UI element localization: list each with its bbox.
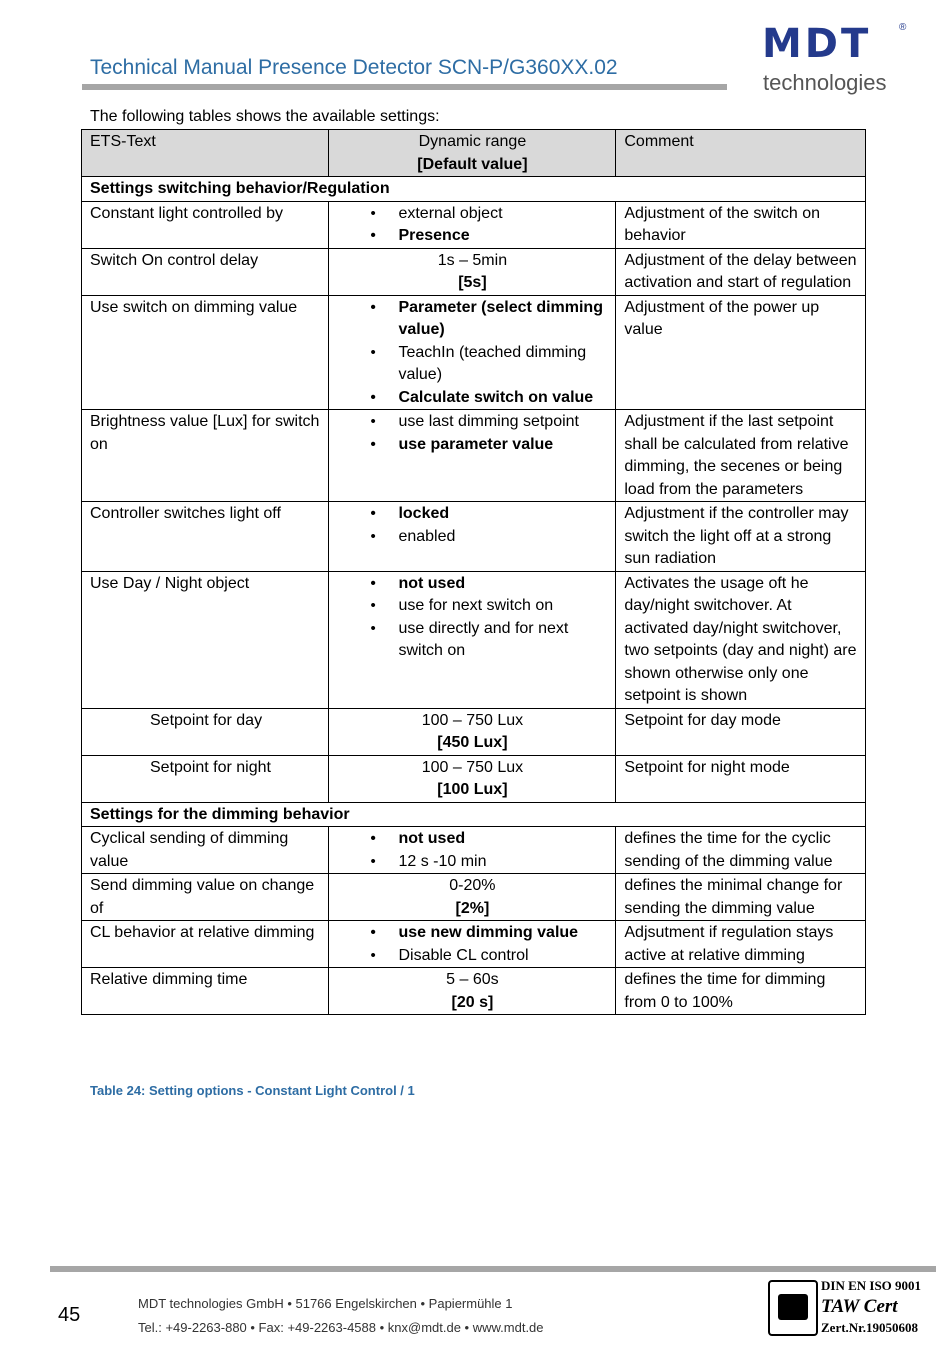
page-number: 45 [58, 1304, 81, 1326]
row-range [329, 708, 616, 755]
row-label: Constant light controlled by [82, 201, 329, 248]
table-caption: Table 24: Setting options - Constant Light Control / 1 [90, 1083, 415, 1098]
cert-number: Zert.Nr.19050608 [821, 1320, 919, 1335]
section-row [82, 177, 866, 202]
table-header-row [82, 130, 866, 177]
option-item: • use for next switch on [398, 595, 607, 618]
certification-logo-icon [768, 1280, 818, 1336]
row-label: Use Day / Night object [82, 571, 329, 708]
option-item-default: • locked [398, 503, 607, 526]
option-item: • external object [398, 203, 607, 226]
default-value: [100 Lux] [437, 781, 508, 798]
row-label: CL behavior at relative dimming [82, 921, 329, 968]
header-comment: Comment [616, 130, 866, 177]
option-item-default: • not used [398, 828, 607, 851]
option-item-default: • use new dimming value [398, 922, 607, 945]
row-options [329, 201, 616, 248]
option-item: • use directly and for next switch on [398, 618, 607, 663]
option-item: • use last dimming setpoint [398, 411, 607, 434]
footer-address: MDT technologies GmbH • 51766 Engelskirchen • Papiermühle 1 [138, 1296, 513, 1311]
range-value: 0-20% [449, 877, 496, 894]
row-label: Brightness value [Lux] for switch on [82, 410, 329, 502]
row-range [329, 968, 616, 1015]
option-item: • TeachIn (teached dimming value) [398, 342, 607, 387]
default-value: [20 s] [451, 993, 494, 1011]
company-logo: MDT [762, 21, 872, 67]
row-comment: Setpoint for night mode [616, 755, 866, 802]
option-item-default: • not used [398, 573, 607, 596]
default-value: [2%] [455, 899, 490, 917]
row-options [329, 502, 616, 572]
footer-contact: Tel.: +49-2263-880 • Fax: +49-2263-4588 • knx@mdt.de • www.mdt.de [138, 1320, 544, 1335]
table-row [82, 708, 866, 755]
table-row [82, 295, 866, 410]
range-value: 100 – 750 Lux [421, 711, 524, 729]
row-options [329, 410, 616, 502]
row-label: Controller switches light off [82, 502, 329, 572]
row-comment: Setpoint for day mode [616, 708, 866, 755]
range-value: 5 – 60s [446, 971, 499, 988]
row-comment: Adjustment of the switch on behavior [616, 201, 866, 248]
row-label: Use switch on dimming value [82, 295, 329, 410]
row-comment: Adjustment of the power up value [616, 295, 866, 410]
table-row [82, 571, 866, 708]
table-row [82, 968, 866, 1015]
header-ets-text: ETS-Text [82, 130, 329, 177]
option-item-default: • Parameter (select dimming value) [398, 297, 607, 342]
row-label: Send dimming value on change of [82, 874, 329, 921]
row-comment: Adjustment of the delay between activation and start of regulation [616, 248, 866, 295]
section-row [82, 802, 866, 827]
row-label: Cyclical sending of dimming value [82, 827, 329, 874]
cert-standard: DIN EN ISO 9001 [821, 1278, 922, 1293]
table-row [82, 827, 866, 874]
default-value: [450 Lux] [437, 734, 508, 751]
row-label: Setpoint for night [82, 755, 329, 802]
row-label: Switch On control delay [82, 248, 329, 295]
range-value: 1s – 5min [437, 251, 508, 269]
row-comment: Adjustment if the last setpoint shall be calculated from relative dimming, the secenes or being load from the parameters [616, 410, 866, 502]
document-title: Technical Manual Presence Detector SCN-P/G360XX.02 [90, 56, 618, 79]
row-label: Relative dimming time [82, 968, 329, 1015]
header-rule [82, 84, 727, 90]
cert-body: TAW Cert [821, 1296, 898, 1317]
option-item-default: • Presence [398, 225, 607, 248]
default-value: [5s] [458, 274, 487, 291]
option-item-default: • use parameter value [398, 434, 607, 457]
option-item: • 12 s -10 min [398, 851, 607, 874]
row-range [329, 755, 616, 802]
header-default-label: [Default value] [417, 155, 528, 173]
row-comment: Adjustment if the controller may switch the light off at a strong sun radiation [616, 502, 866, 572]
table-row [82, 410, 866, 502]
option-item: • enabled [398, 526, 607, 549]
table-row [82, 921, 866, 968]
table-row [82, 201, 866, 248]
row-comment: defines the time for the cyclic sending of the dimming value [616, 827, 866, 874]
footer-rule [50, 1266, 936, 1272]
table-row [82, 874, 866, 921]
row-comment: defines the minimal change for sending the dimming value [616, 874, 866, 921]
registered-mark: ® [899, 22, 907, 33]
section-title: Settings for the dimming behavior [82, 802, 866, 827]
row-range [329, 874, 616, 921]
option-item-default: • Calculate switch on value [398, 387, 607, 410]
row-range [329, 248, 616, 295]
table-row [82, 502, 866, 572]
header-dynamic-range [329, 130, 616, 177]
header-range-label: Dynamic range [418, 133, 527, 150]
row-comment: defines the time for dimming from 0 to 100% [616, 968, 866, 1015]
table-row [82, 755, 866, 802]
row-options [329, 571, 616, 708]
section-title: Settings switching behavior/Regulation [82, 177, 866, 202]
row-options [329, 921, 616, 968]
row-label: Setpoint for day [82, 708, 329, 755]
row-options [329, 827, 616, 874]
option-item: • Disable CL control [398, 945, 607, 968]
company-logo-subtitle: technologies [763, 70, 887, 95]
row-options [329, 295, 616, 410]
row-comment: Adjsutment if regulation stays active at relative dimming [616, 921, 866, 968]
row-comment: Activates the usage oft he day/night switchover. At activated day/night switchover, two setpoints (day and night) are shown otherwise only one setpoint is shown [616, 571, 866, 708]
table-row [82, 248, 866, 295]
settings-table [81, 129, 866, 1015]
range-value: 100 – 750 Lux [421, 758, 524, 776]
intro-text: The following tables shows the available settings: [90, 108, 440, 125]
